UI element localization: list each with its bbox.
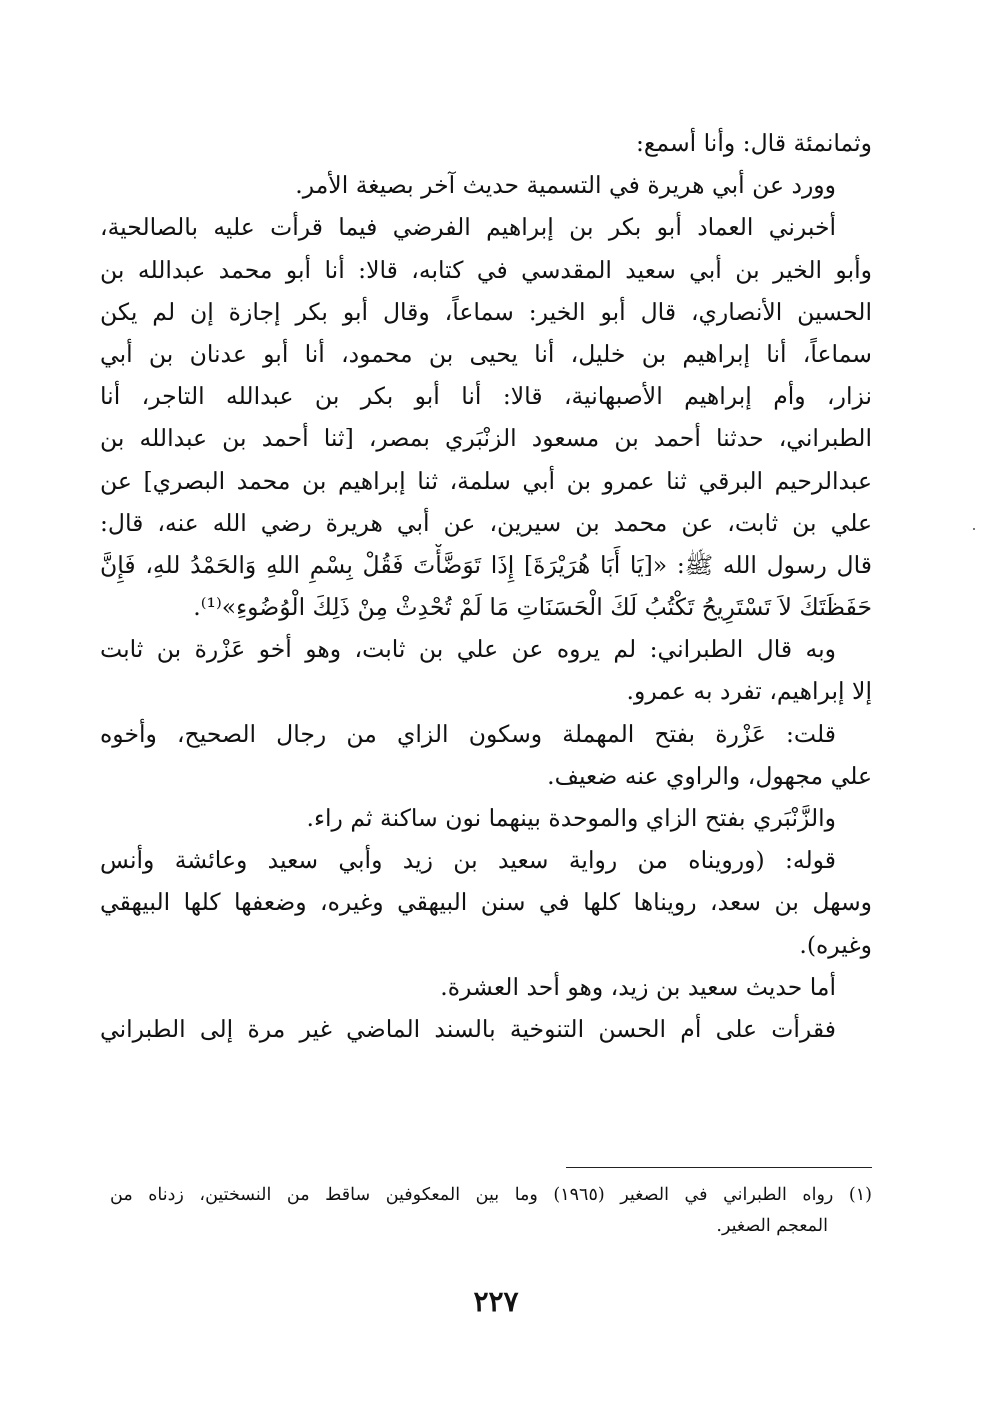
text-line: وثمانمئة قال: وأنا أسمع: xyxy=(635,129,872,157)
text-line: الحسين الأنصاري، قال أبو الخير: سماعاً، وقال أبو بكر إجازة إن لم يكن xyxy=(100,297,872,326)
footnote-line: (١) رواه الطبراني في الصغير (١٩٦٥) وما بين المعكوفين ساقط من النسختين، زدناه من xyxy=(110,1185,872,1205)
text-line: وأبو الخير بن أبي سعيد المقدسي في كتابه، قالا: أنا أبو محمد عبدالله بن xyxy=(100,255,872,284)
text-line: قوله: (ورويناه من رواية سعيد بن زيد وأبي سعيد وعائشة وأنس xyxy=(100,846,836,875)
text-line: وغيره). xyxy=(799,930,872,959)
margin-speck xyxy=(973,528,975,530)
text-line: وبه قال الطبراني: لم يروه عن علي بن ثابت، وهو أخو عَزْرة بن ثابت xyxy=(100,635,836,664)
text-line: حَفَظَتَكَ لاَ تَسْتَرِيحُ تَكْتُبُ لَكَ الْحَسَنَاتِ مَا لَمْ تُحْدِثْ مِنْ ذَلِكَ الْوُضُوءِ»⁽¹⁾. xyxy=(193,593,872,622)
text-line: عبدالرحيم البرقي ثنا عمرو بن أبي سلمة، ثنا إبراهيم بن محمد البصري] عن xyxy=(100,466,872,495)
text-line: والزَّنْبَري بفتح الزاي والموحدة بينهما نون ساكنة ثم راء. xyxy=(306,804,836,832)
text-line: قلت: عَزْرة بفتح المهملة وسكون الزاي من رجال الصحيح، وأخوه xyxy=(100,719,836,748)
text-line: وورد عن أبي هريرة في التسمية حديث آخر بصيغة الأمر. xyxy=(295,171,836,200)
footnote-line: المعجم الصغير. xyxy=(716,1216,828,1236)
footnotes xyxy=(110,1180,872,1242)
text-line: وسهل بن سعد، رويناها كلها في سنن البيهقي وغيره، وضعفها كلها البيهقي xyxy=(100,888,872,917)
text-line: أما حديث سعيد بن زيد، وهو أحد العشرة. xyxy=(440,972,836,1001)
text-line: أخبرني العماد أبو بكر بن إبراهيم الفرضي فيما قرأت عليه بالصالحية، xyxy=(100,213,836,242)
text-line: الطبراني، حدثنا أحمد بن مسعود الزنْبَري بمصر، [ثنا أحمد بن عبدالله بن xyxy=(100,424,872,453)
text-line: فقرأت على أم الحسن التنوخية بالسند الماضي غير مرة إلى الطبراني xyxy=(100,1014,836,1043)
text-line: علي بن ثابت، عن محمد بن سيرين، عن أبي هريرة رضي الله عنه، قال: xyxy=(100,508,872,537)
main-text xyxy=(100,122,872,1050)
text-line: قال رسول الله ﷺ: «[يَا أَبَا هُرَيْرَةَ] إِذَا تَوَضَّأْتَ فَقُلْ بِسْمِ اللهِ وَالحَمْدُ للهِ، فَإِنَّ xyxy=(100,550,872,579)
text-line: إلا إبراهيم، تفرد به عمرو. xyxy=(626,677,872,706)
text-line: سماعاً، أنا إبراهيم بن خليل، أنا يحيى بن محمود، أنا أبو عدنان بن أبي xyxy=(100,339,872,368)
page-number: ٢٢٧ xyxy=(473,1285,519,1318)
footnote-separator xyxy=(566,1167,872,1168)
text-line: علي مجهول، والراوي عنه ضعيف. xyxy=(547,761,872,790)
text-line: نزار، وأم إبراهيم الأصبهانية، قالا: أنا أبو بكر بن عبدالله التاجر، أنا xyxy=(100,382,872,411)
